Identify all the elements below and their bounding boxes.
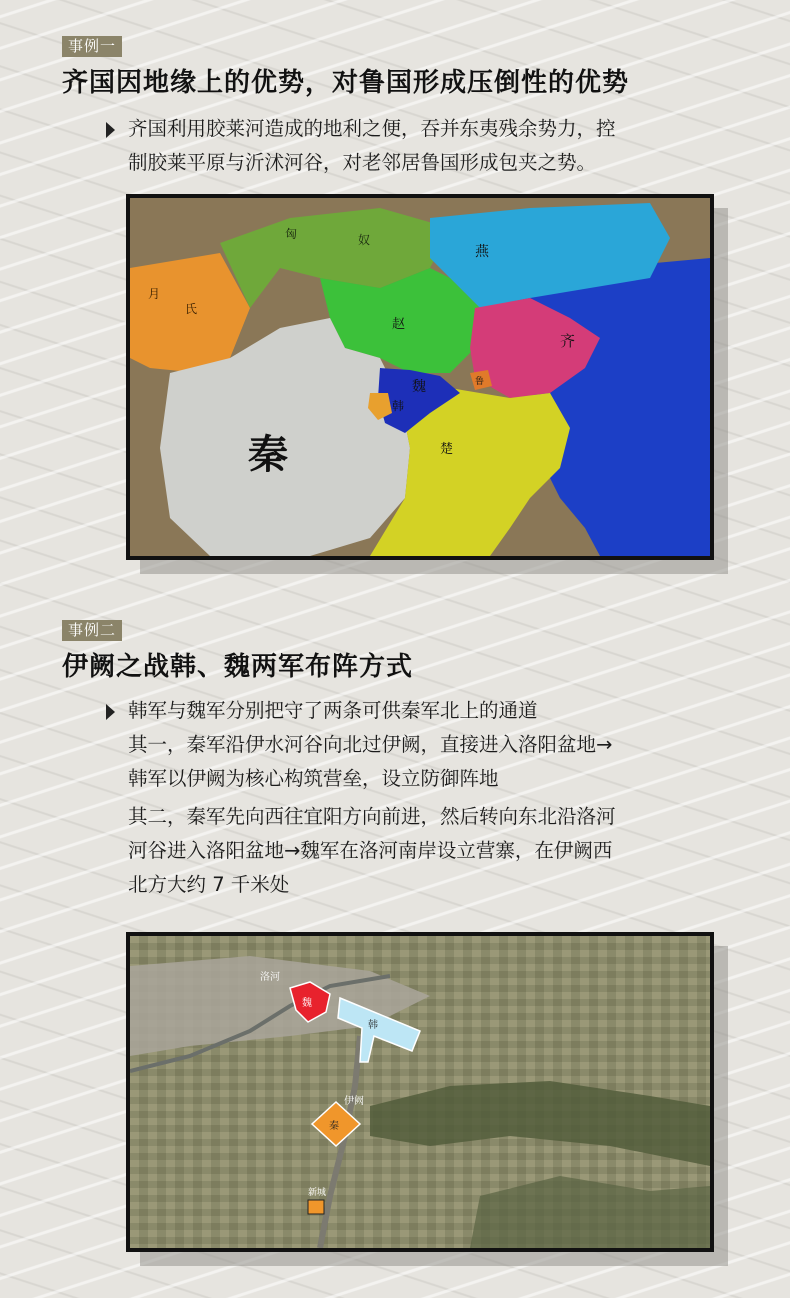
map-label-yuezhi-2: 氏 — [185, 302, 198, 316]
map-label-han: 韩 — [392, 399, 405, 413]
map-label-qin: 秦 — [329, 1121, 339, 1132]
map-label-qi: 齐 — [560, 332, 576, 350]
example-1-line-1: 齐国利用胶莱河造成的地利之便，吞并东夷残余势力，控 — [128, 117, 616, 140]
map-label-han: 韩 — [368, 1020, 378, 1031]
example-2-line-1: 韩军与魏军分别把守了两条可供秦军北上的通道 — [128, 699, 538, 722]
example-2-tag: 事例二 — [62, 620, 122, 641]
example-1-tag: 事例一 — [62, 36, 122, 57]
example-2-line-5: 河谷进入洛阳盆地→魏军在洛河南岸设立营寨，在伊阙西 — [128, 839, 613, 862]
map-label-yan: 燕 — [475, 244, 489, 260]
example-2-line-3: 韩军以伊阙为核心构筑营垒，设立防御阵地 — [128, 767, 499, 790]
warring-states-map — [126, 194, 714, 560]
map-label-wei: 魏 — [302, 998, 312, 1009]
warring-states-map-svg — [130, 198, 710, 556]
xincheng-marker — [308, 1200, 324, 1214]
map-label-xincheng: 新城 — [308, 1188, 327, 1198]
bullet-arrow-icon — [106, 704, 115, 720]
example-2-line-6: 北方大约 7 千米处 — [128, 873, 290, 896]
example-1-title: 齐国因地缘上的优势，对鲁国形成压倒性的优势 — [62, 68, 630, 98]
example-2-paragraph — [128, 694, 728, 902]
map-label-chu: 楚 — [440, 442, 454, 457]
example-1-paragraph — [128, 112, 728, 180]
bullet-arrow-icon — [106, 122, 115, 138]
satellite-map-svg — [130, 936, 710, 1248]
yique-battle-satellite-map — [126, 932, 714, 1252]
map-label-xiongnu-1: 匈 — [285, 227, 298, 241]
example-2-line-4: 其二，秦军先向西往宜阳方向前进，然后转向东北沿洛河 — [128, 805, 616, 828]
example-2-line-2: 其一，秦军沿伊水河谷向北过伊阙，直接进入洛阳盆地→ — [128, 733, 613, 756]
example-2-title: 伊阙之战韩、魏两军布阵方式 — [62, 652, 414, 682]
map-label-luohe: 洛河 — [260, 972, 280, 983]
map-label-zhao: 赵 — [392, 317, 406, 332]
map-label-yique: 伊阙 — [344, 1096, 364, 1107]
example-1-line-2: 制胶莱平原与沂沭河谷，对老邻居鲁国形成包夹之势。 — [128, 151, 597, 174]
map-label-qin: 秦 — [248, 431, 288, 478]
map-label-yuezhi-1: 月 — [148, 287, 161, 301]
map-label-wei: 魏 — [412, 379, 426, 395]
map-label-lu: 鲁 — [475, 377, 485, 387]
map-label-xiongnu-2: 奴 — [358, 233, 371, 247]
